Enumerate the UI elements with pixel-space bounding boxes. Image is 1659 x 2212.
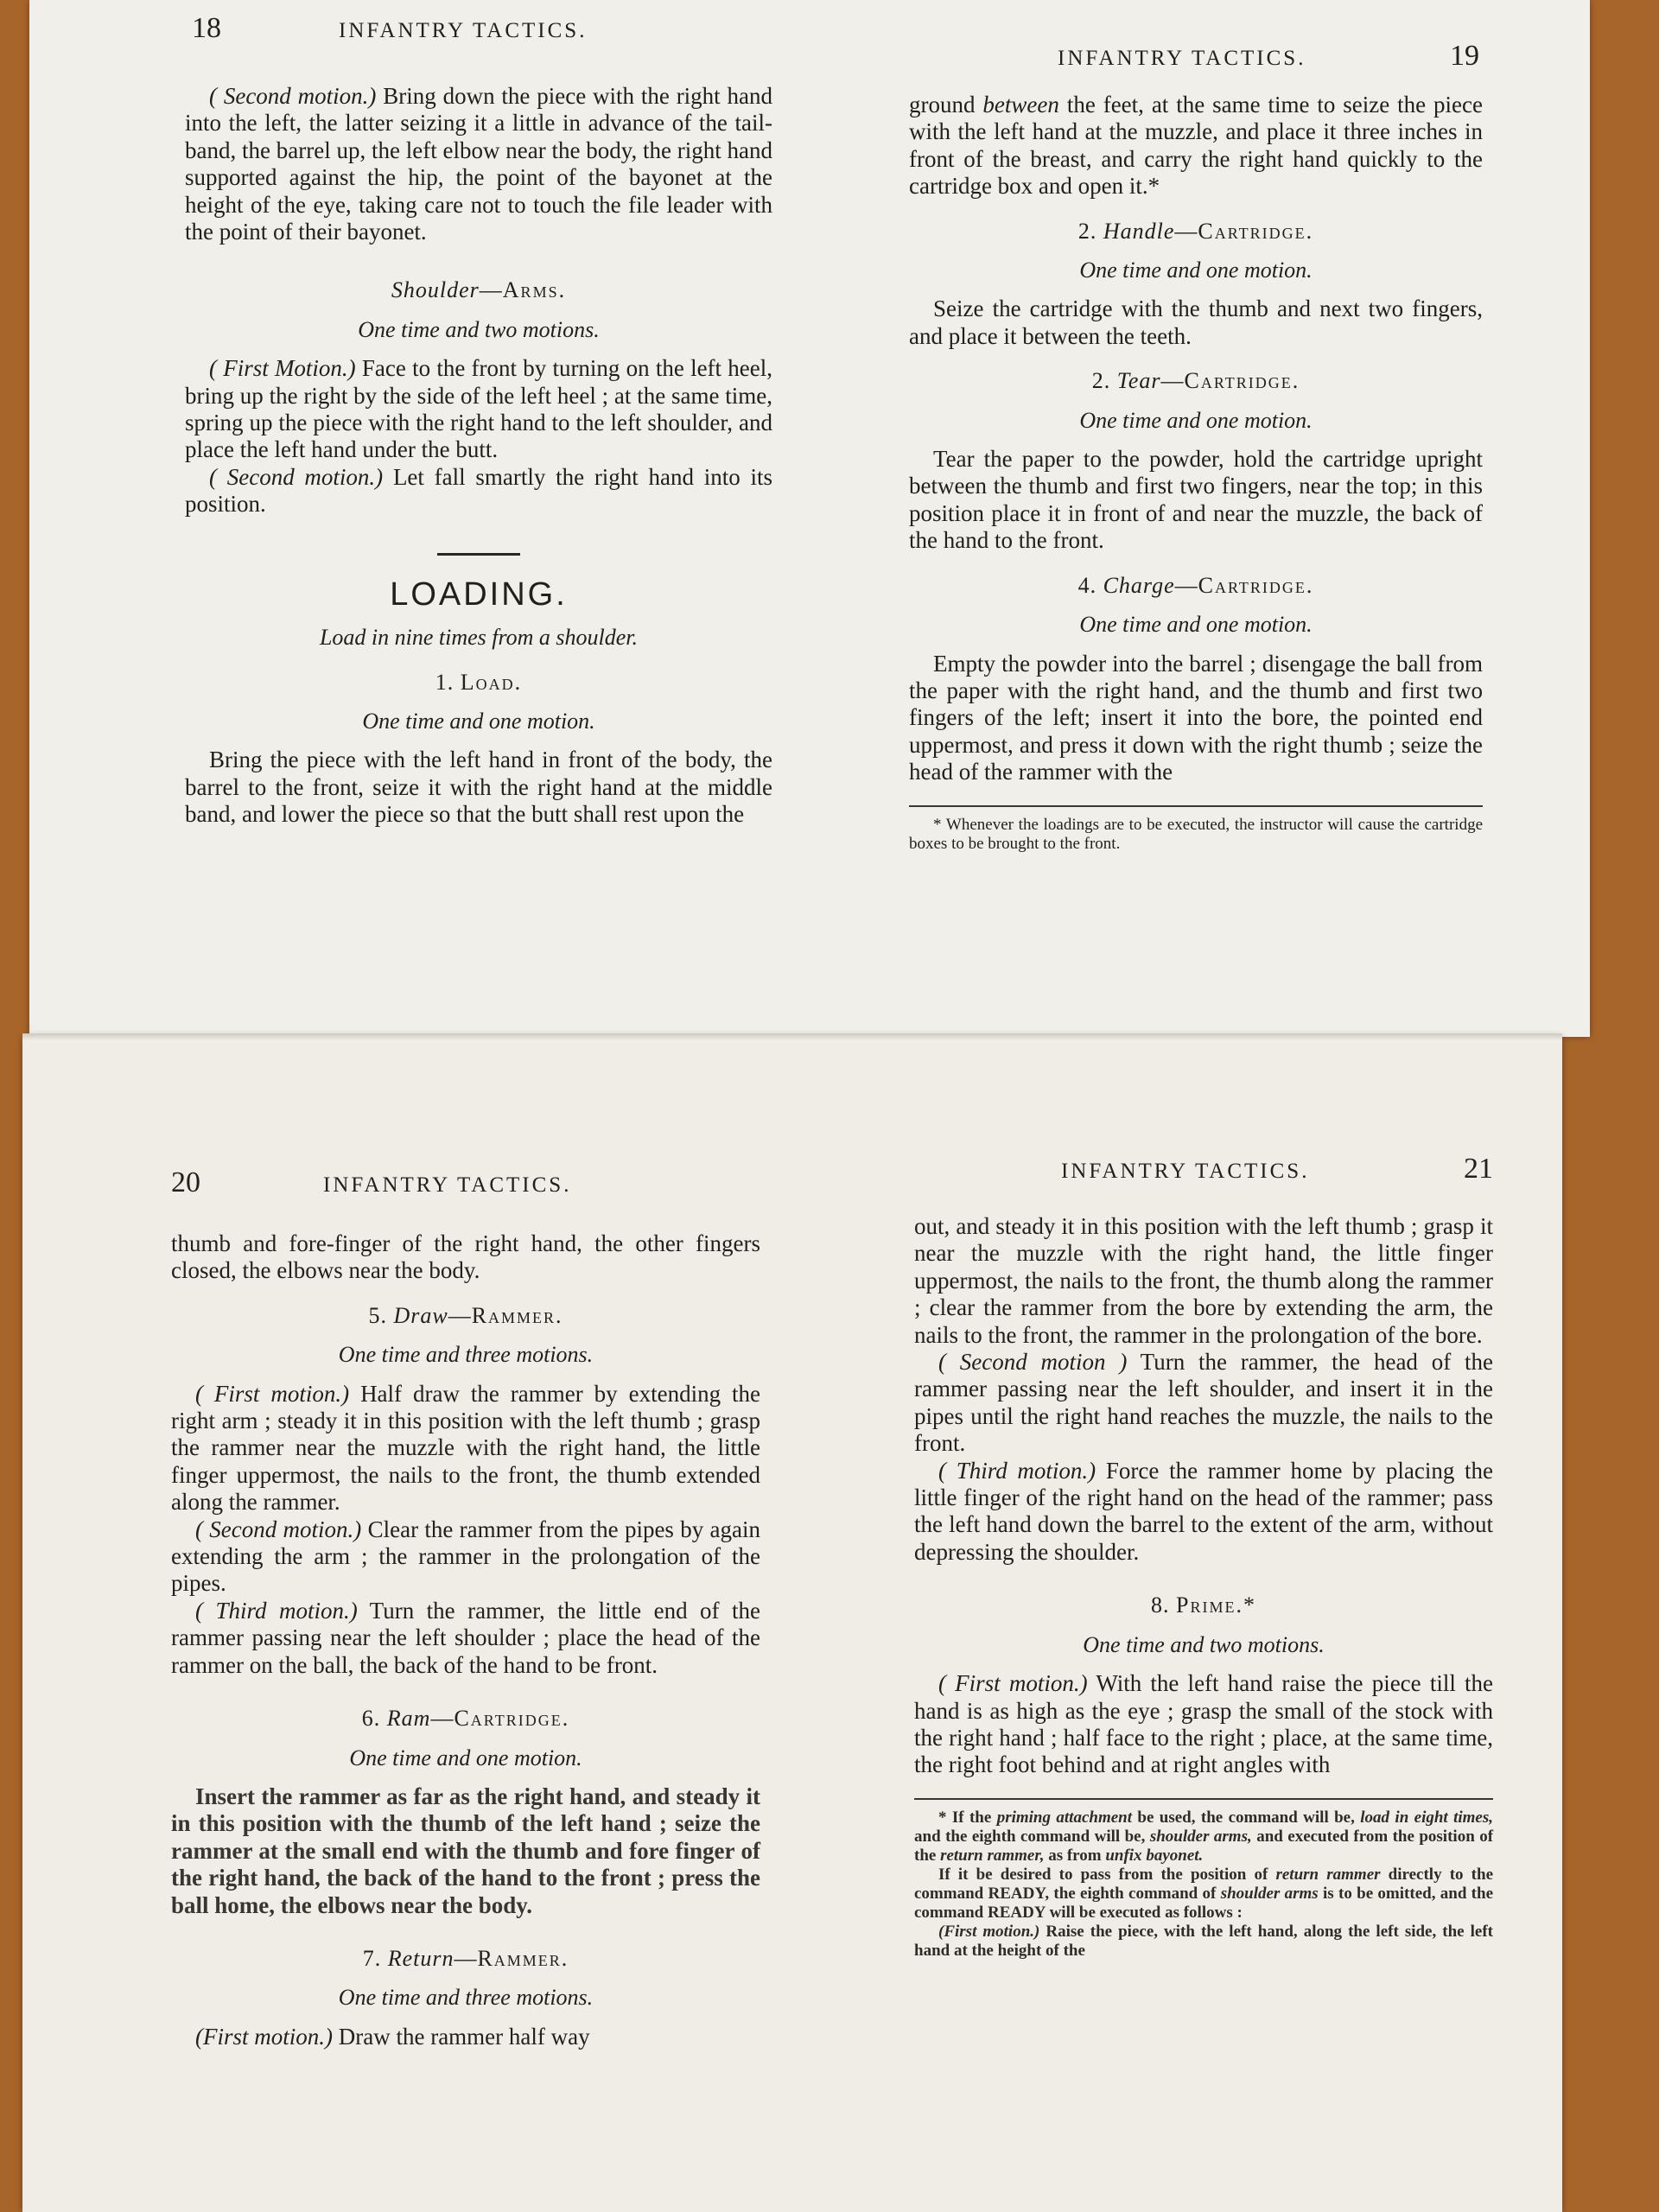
section-subheading: One time and one motion. bbox=[349, 1745, 582, 1770]
section-heading: 2. Handle—Cartridge. bbox=[1077, 218, 1314, 244]
motion-label: ( First Motion.) bbox=[209, 355, 356, 382]
paragraph: (First motion.) Draw the rammer half way bbox=[195, 2023, 590, 2050]
page-21 bbox=[914, 1153, 1493, 2198]
chapter-subtitle: Load in nine times from a shoulder. bbox=[319, 625, 639, 651]
page-header bbox=[909, 40, 1483, 83]
paragraph: ( First Motion.) Face to the front by turning on the left heel, bring up the right by the side of the left heel ; at the same time, spring up the piece with the right hand to the left shoulder, and place the left hand under the butt. bbox=[185, 355, 772, 463]
paragraph: thumb and fore-finger of the right hand, the other fingers closed, the elbows near the body. bbox=[171, 1230, 760, 1284]
section-heading: 2. Tear—Cartridge. bbox=[1091, 368, 1300, 394]
section-heading: 7. Return—Rammer. bbox=[362, 1945, 569, 1971]
paragraph: ( Second motion.) Clear the rammer from the pipes by again extending the arm ; the rammer in the prolongation of the pipes. bbox=[171, 1516, 760, 1597]
page-body bbox=[185, 83, 772, 829]
motion-label: ( Second motion.) bbox=[209, 463, 384, 490]
paragraph: ground between the feet, at the same time to seize the piece with the left hand at the muzzle, and place it three inches in front of the breast, and carry the right hand quickly to the cartridge box and open it.* bbox=[909, 92, 1484, 200]
section-heading: 8. Prime.* bbox=[1151, 1592, 1256, 1618]
page-18 bbox=[185, 12, 772, 1014]
page-body bbox=[171, 1230, 760, 2050]
section-subheading: One time and one motion. bbox=[1079, 257, 1313, 283]
paragraph: Insert the rammer as far as the right hand, and steady it in this position with the thumb of the left hand ; seize the rammer at the small end with the thumb and fore finger of the right hand, the back of the hand to the front ; press the ball home, the elbows near the body. bbox=[171, 1783, 760, 1918]
page-19 bbox=[909, 40, 1483, 1016]
paragraph: ( First motion.) Half draw the rammer by extending the right arm ; steady it in this position with the left thumb ; grasp the rammer near the muzzle with the right hand, the little finger uppermost, the nails to the front, the thumb extended along the rammer. bbox=[171, 1380, 761, 1516]
page-header bbox=[914, 1153, 1493, 1196]
section-subheading: One time and three motions. bbox=[338, 1985, 594, 2011]
paragraph: Empty the powder into the barrel ; disengage the ball from the paper with the right hand, and the thumb and first two fingers of the left; insert it into the bore, the pointed end uppermost, and press it down with the right thumb ; seize the head of the rammer with the bbox=[909, 650, 1483, 785]
paragraph: ( Third motion.) Force the rammer home by placing the little finger of the right hand on the head of the rammer; pass the left hand down the barrel to the extent of the arm, without depressing the shoulder. bbox=[914, 1457, 1494, 1565]
running-title: INFANTRY TACTICS. bbox=[323, 1173, 572, 1197]
paragraph: out, and steady it in this position with the left thumb ; grasp it near the muzzle with the right hand, the little finger uppermost, the nails to the front, the thumb along the rammer ; clear the rammer from the bore by extending the arm, the nails to the front, the rammer in the prolongation of the bore. bbox=[914, 1213, 1493, 1348]
page-number: 21 bbox=[1464, 1153, 1493, 1185]
motion-label: ( Second motion ) bbox=[938, 1349, 1128, 1376]
running-title: INFANTRY TACTICS. bbox=[339, 19, 588, 42]
page-header bbox=[171, 1166, 760, 1210]
paragraph: ( First motion.) With the left hand raise the piece till the hand is as high as the eye ; grasp the small of the stock with the right hand ; half face to the right ; place, at the same time, the right foot behind and at right angles with bbox=[914, 1670, 1493, 1778]
running-title: INFANTRY TACTICS. bbox=[1058, 47, 1306, 70]
section-divider bbox=[437, 553, 520, 556]
running-title: INFANTRY TACTICS. bbox=[1061, 1160, 1310, 1183]
motion-label: ( First motion.) bbox=[938, 1670, 1088, 1697]
section-heading: 5. Draw—Rammer. bbox=[368, 1302, 563, 1328]
page-20 bbox=[171, 1166, 760, 2203]
footnote-rule bbox=[914, 1798, 1493, 1800]
paragraph: Bring the piece with the left hand in front of the body, the barrel to the front, seize it with the right hand at the middle band, and lower the piece so that the butt shall rest upon the bbox=[185, 747, 772, 828]
section-subheading: One time and two motions. bbox=[1083, 1631, 1325, 1657]
footnote-rule bbox=[909, 805, 1483, 807]
paragraph: ( Second motion.) Let fall smartly the right hand into its position. bbox=[185, 463, 773, 518]
section-subheading: One time and one motion. bbox=[1079, 612, 1313, 638]
section-subheading: One time and three motions. bbox=[338, 1342, 594, 1368]
section-heading: 4. Charge—Cartridge. bbox=[1077, 572, 1314, 598]
page-number: 18 bbox=[192, 12, 221, 44]
paragraph: ( Third motion.) Turn the rammer, the little end of the rammer passing near the left shoulder ; place the head of the rammer on the ball, the back of the hand to be front. bbox=[171, 1597, 760, 1678]
motion-label: ( Third motion.) bbox=[938, 1457, 1096, 1484]
page-number: 20 bbox=[171, 1166, 200, 1198]
footnote: * If the priming attachment be used, the command will be, load in eight times, and the eighth command will be, shoulder arms, and executed from the position of the return rammer, as from unfix bayonet. If it be desired to pass from the position of return rammer directly to the command READY, the eighth command of shoulder arms is to be omitted, and the command READY will be executed as follows : (First motion.) Raise the piece, with the left hand, along the left side, the left hand at the height of the bbox=[914, 1808, 1494, 1960]
section-subheading: One time and one motion. bbox=[362, 708, 595, 734]
page-number: 19 bbox=[1450, 40, 1479, 72]
page-header bbox=[185, 12, 772, 55]
paragraph: ( Second motion ) Turn the rammer, the head of the rammer passing near the left shoulder, and insert it in the pipes until the right hand reaches the muzzle, the nails to the front. bbox=[914, 1349, 1493, 1457]
section-heading: 6. Ram—Cartridge. bbox=[361, 1706, 570, 1732]
motion-label: ( First motion.) bbox=[195, 1380, 350, 1407]
section-heading: 1. Load. bbox=[435, 669, 523, 695]
motion-label: ( Third motion.) bbox=[195, 1597, 358, 1624]
chapter-title: LOADING. bbox=[390, 575, 568, 613]
page-body bbox=[909, 92, 1483, 854]
page-fold bbox=[22, 1033, 1562, 1040]
motion-label: (First motion.) bbox=[195, 2023, 333, 2050]
paragraph: Tear the paper to the powder, hold the cartridge upright between the thumb and first two fingers, near the top; in this position place it in front of and near the muzzle, the back of the hand to the front. bbox=[909, 446, 1483, 554]
section-heading: Shoulder—Arms. bbox=[391, 277, 567, 303]
paragraph: ( Second motion.) Bring down the piece with the right hand into the left, the latter seizing it a little in advance of the tail-band, the barrel up, the left elbow near the body, the right hand supported against the hip, the point of the bayonet at the height of the eye, taking care not to touch the file leader with the point of their bayonet. bbox=[185, 83, 773, 245]
footnote: * Whenever the loadings are to be executed, the instructor will cause the cartridge boxes to be brought to the front. bbox=[909, 815, 1483, 853]
motion-label: ( Second motion.) bbox=[209, 83, 377, 109]
paragraph: Seize the cartridge with the thumb and next two fingers, and place it between the teeth. bbox=[909, 296, 1483, 349]
motion-label: ( Second motion.) bbox=[195, 1516, 362, 1542]
page-body bbox=[914, 1213, 1493, 1961]
section-subheading: One time and one motion. bbox=[1079, 407, 1313, 433]
section-subheading: One time and two motions. bbox=[358, 316, 600, 342]
